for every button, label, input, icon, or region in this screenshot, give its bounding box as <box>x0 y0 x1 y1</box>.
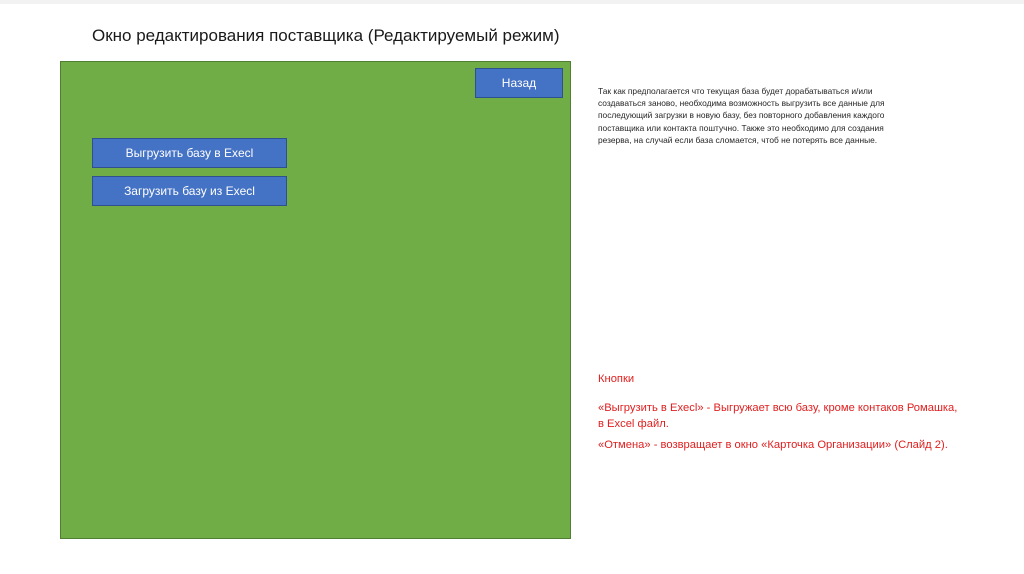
note-cancel: «Отмена» - возвращает в окно «Карточка Организации» (Слайд 2). <box>598 439 948 451</box>
supplier-edit-window <box>60 61 571 539</box>
top-strip <box>0 0 1024 4</box>
back-button[interactable]: Назад <box>475 68 563 98</box>
notes-heading: Кнопки <box>598 373 635 385</box>
buttons-notes <box>598 371 958 458</box>
description-text: Так как предполагается что текущая база будет дорабатываться и/или создаваться заново, необходима возможность выгрузить все данные для последующий загрузки в новую базу, без повторного добавления каждого поставщика или контакта поштучно. Также это необходимо для создания резерва, на случай если база сломается, чтоб не потерять все данные. <box>598 86 885 145</box>
page-title: Окно редактирования поставщика (Редактируемый режим) <box>92 26 560 45</box>
export-to-excel-button[interactable]: Выгрузить базу в Execl <box>92 138 287 168</box>
note-export: «Выгрузить в Execl» - Выгружает всю базу, кроме контаков Ромашка, в Excel файл. <box>598 402 958 430</box>
import-from-excel-button[interactable]: Загрузить базу из Execl <box>92 176 287 206</box>
